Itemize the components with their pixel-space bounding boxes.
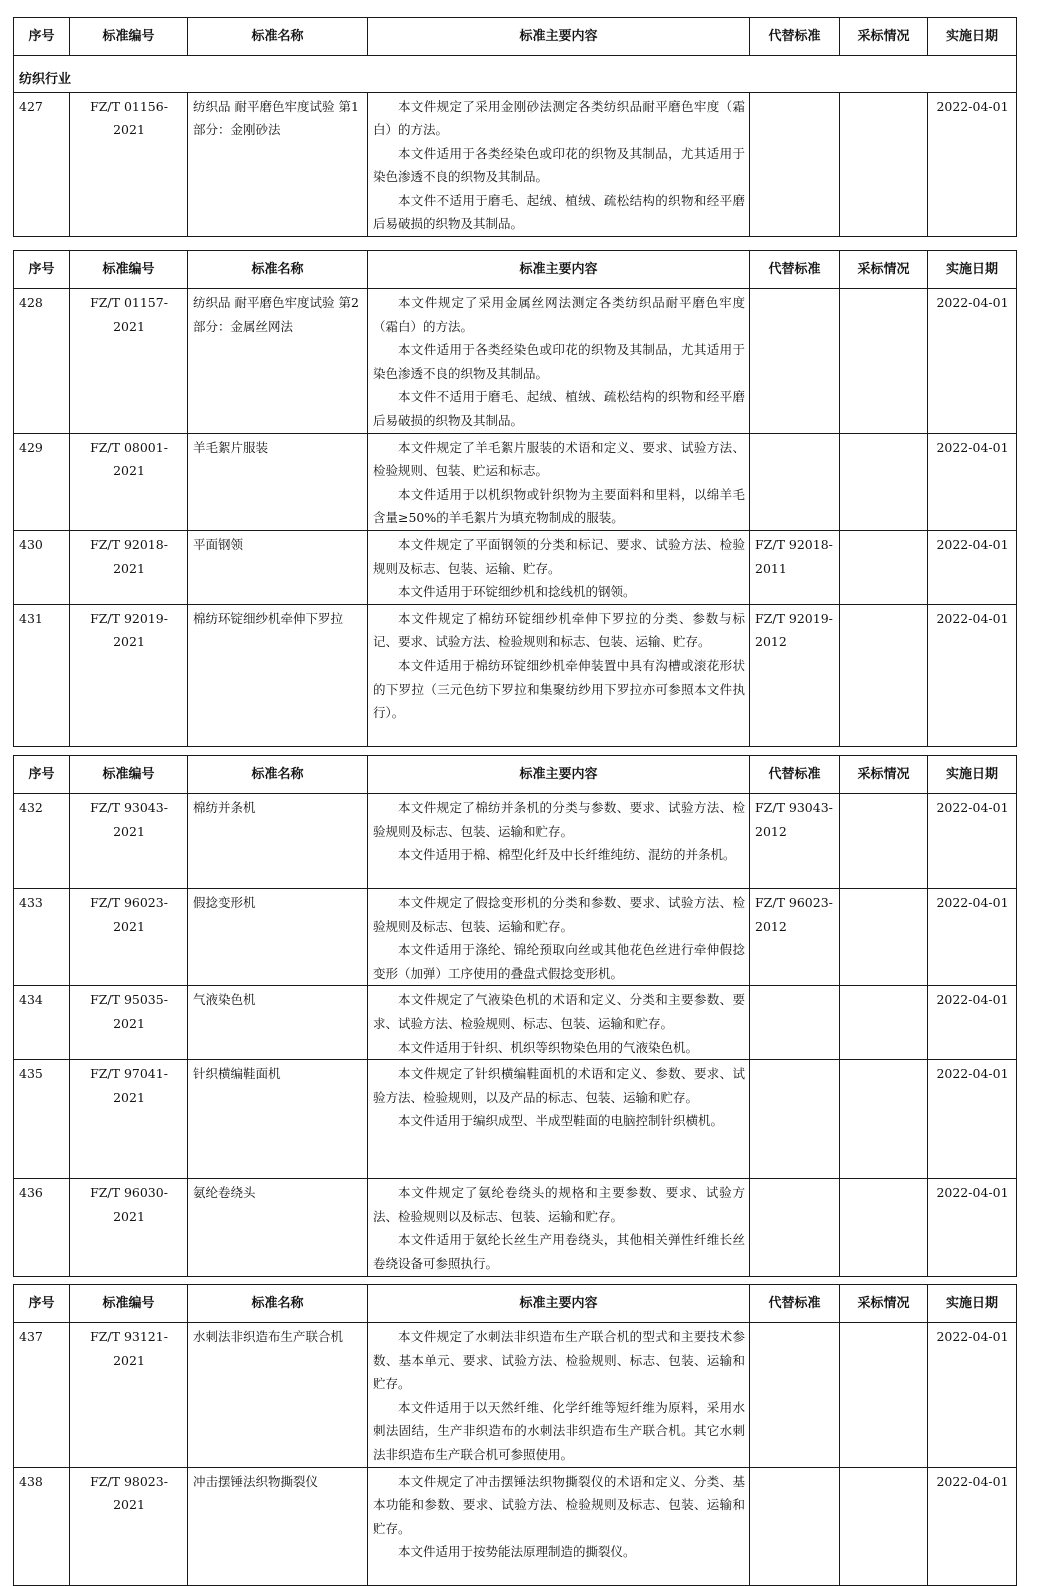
content-paragraph: 本文件规定了棉纺环锭细纱机牵伸下罗拉的分类、参数与标记、要求、试验方法、检验规则和标志、包装、运输、贮存。 bbox=[373, 610, 745, 650]
content-paragraph: 本文件规定了棉纺并条机的分类与参数、要求、试验方法、检验规则及标志、包装、运输和贮存。 bbox=[373, 800, 745, 839]
cell-date: 2022-04-01 bbox=[928, 433, 1017, 530]
header-date: 实施日期 bbox=[928, 1285, 1017, 1323]
content-paragraph: 本文件规定了水刺法非织造布生产联合机的型式和主要技术参数、基本单元、要求、试验方法、检验规则、标志、包装、运输和贮存。 bbox=[373, 1329, 745, 1392]
content-paragraph: 本文件适用于以天然纤维、化学纤维等短纤维为原料，采用水刺法固结，生产非织造布的水刺法非织造布生产联合机。其它水刺法非织造布生产联合机可参照使用。 bbox=[373, 1399, 745, 1462]
cell-replace bbox=[750, 92, 840, 237]
table-row bbox=[14, 986, 1017, 1060]
cell-code: FZ/T 98023-2021 bbox=[70, 1467, 188, 1585]
table-section-1 bbox=[13, 17, 1016, 237]
cell-adoption bbox=[840, 794, 928, 889]
header-row bbox=[14, 251, 1017, 289]
cell-replace bbox=[750, 433, 840, 530]
header-name: 标准名称 bbox=[188, 756, 368, 794]
content-paragraph: 本文件适用于棉、棉型化纤及中长纤维纯纺、混纺的并条机。 bbox=[398, 847, 736, 863]
cell-seq: 438 bbox=[14, 1467, 70, 1585]
table-row bbox=[14, 289, 1017, 434]
header-name: 标准名称 bbox=[188, 1285, 368, 1323]
cell-content bbox=[368, 1467, 750, 1585]
cell-replace: FZ/T 92018-2011 bbox=[750, 530, 840, 604]
table-row bbox=[14, 604, 1017, 746]
content-paragraph: 本文件适用于棉纺环锭细纱机牵伸装置中具有沟槽或滚花形状的下罗拉（三元色纺下罗拉和集聚纺纱用下罗拉亦可参照本文件执行）。 bbox=[373, 657, 745, 721]
header-date: 实施日期 bbox=[928, 18, 1017, 56]
cell-date: 2022-04-01 bbox=[928, 289, 1017, 434]
content-paragraph: 本文件适用于编织成型、半成型鞋面的电脑控制针织横机。 bbox=[398, 1113, 724, 1129]
cell-adoption bbox=[840, 1323, 928, 1468]
header-content: 标准主要内容 bbox=[368, 251, 750, 289]
cell-name: 羊毛絮片服装 bbox=[188, 433, 368, 530]
cell-content bbox=[368, 92, 750, 237]
cell-name: 棉纺并条机 bbox=[188, 794, 368, 889]
cell-replace bbox=[750, 289, 840, 434]
table-row bbox=[14, 433, 1017, 530]
cell-code: FZ/T 08001-2021 bbox=[70, 433, 188, 530]
table-section-2 bbox=[13, 250, 1016, 747]
content-paragraph: 本文件规定了针织横编鞋面机的术语和定义、参数、要求、试验方法、检验规则，以及产品的标志、包装、运输和贮存。 bbox=[373, 1066, 745, 1105]
content-paragraph: 本文件规定了采用金属丝网法测定各类纺织品耐平磨色牢度（霜白）的方法。 bbox=[373, 295, 745, 334]
header-replace: 代替标准 bbox=[750, 1285, 840, 1323]
content-paragraph: 本文件规定了气液染色机的术语和定义、分类和主要参数、要求、试验方法、检验规则、标志、包装、运输和贮存。 bbox=[373, 992, 745, 1031]
cell-code: FZ/T 92019-2021 bbox=[70, 604, 188, 746]
cell-date: 2022-04-01 bbox=[928, 1060, 1017, 1179]
cell-code: FZ/T 96030-2021 bbox=[70, 1179, 188, 1276]
header-date: 实施日期 bbox=[928, 756, 1017, 794]
cell-seq: 427 bbox=[14, 92, 70, 237]
content-paragraph: 本文件适用于涤纶、锦纶预取向丝或其他花色丝进行牵伸假捻变形（加弹）工序使用的叠盘式假捻变形机。 bbox=[373, 942, 745, 981]
table-row bbox=[14, 1179, 1017, 1276]
header-name: 标准名称 bbox=[188, 251, 368, 289]
standards-table bbox=[13, 250, 1017, 747]
content-paragraph: 本文件规定了假捻变形机的分类和参数、要求、试验方法、检验规则及标志、包装、运输和贮存。 bbox=[373, 895, 745, 934]
header-row bbox=[14, 756, 1017, 794]
content-paragraph: 本文件规定了采用金刚砂法测定各类纺织品耐平磨色牢度（霜白）的方法。 bbox=[373, 98, 745, 138]
cell-adoption bbox=[840, 1060, 928, 1179]
cell-adoption bbox=[840, 986, 928, 1060]
cell-adoption bbox=[840, 433, 928, 530]
cell-seq: 432 bbox=[14, 794, 70, 889]
spacer-row bbox=[14, 56, 1017, 66]
content-paragraph: 本文件适用于各类经染色或印花的织物及其制品，尤其适用于染色渗透不良的织物及其制品。 bbox=[373, 145, 745, 185]
header-seq: 序号 bbox=[14, 756, 70, 794]
header-replace: 代替标准 bbox=[750, 18, 840, 56]
table-section-4 bbox=[13, 1284, 1016, 1586]
industry-label: 纺织行业 bbox=[14, 66, 1017, 93]
cell-content bbox=[368, 604, 750, 746]
header-adoption: 采标情况 bbox=[840, 251, 928, 289]
industry-row bbox=[14, 66, 1017, 93]
cell-name: 假捻变形机 bbox=[188, 889, 368, 986]
cell-date: 2022-04-01 bbox=[928, 92, 1017, 237]
header-code: 标准编号 bbox=[70, 18, 188, 56]
header-seq: 序号 bbox=[14, 18, 70, 56]
content-paragraph: 本文件规定了羊毛絮片服装的术语和定义、要求、试验方法、检验规则、包装、贮运和标志。 bbox=[373, 439, 745, 479]
cell-seq: 431 bbox=[14, 604, 70, 746]
cell-replace bbox=[750, 1179, 840, 1276]
cell-name: 气液染色机 bbox=[188, 986, 368, 1060]
cell-content bbox=[368, 1323, 750, 1468]
cell-replace: FZ/T 92019-2012 bbox=[750, 604, 840, 746]
cell-name: 水刺法非织造布生产联合机 bbox=[188, 1323, 368, 1468]
cell-content bbox=[368, 794, 750, 889]
cell-content bbox=[368, 1179, 750, 1276]
cell-content bbox=[368, 1060, 750, 1179]
header-seq: 序号 bbox=[14, 251, 70, 289]
cell-adoption bbox=[840, 604, 928, 746]
content-paragraph: 本文件适用于针织、机织等织物染色用的气液染色机。 bbox=[398, 1039, 699, 1055]
cell-date: 2022-04-01 bbox=[928, 986, 1017, 1060]
header-content: 标准主要内容 bbox=[368, 1285, 750, 1323]
cell-adoption bbox=[840, 889, 928, 986]
header-replace: 代替标准 bbox=[750, 251, 840, 289]
cell-replace: FZ/T 93043-2012 bbox=[750, 794, 840, 889]
table-row bbox=[14, 1467, 1017, 1585]
cell-adoption bbox=[840, 92, 928, 237]
cell-seq: 436 bbox=[14, 1179, 70, 1276]
header-content: 标准主要内容 bbox=[368, 756, 750, 794]
cell-code: FZ/T 01157-2021 bbox=[70, 289, 188, 434]
header-code: 标准编号 bbox=[70, 756, 188, 794]
content-paragraph: 本文件适用于氨纶长丝生产用卷绕头，其他相关弹性纤维长丝卷绕设备可参照执行。 bbox=[373, 1232, 745, 1271]
table-row bbox=[14, 1323, 1017, 1468]
cell-date: 2022-04-01 bbox=[928, 1467, 1017, 1585]
cell-seq: 433 bbox=[14, 889, 70, 986]
table-row bbox=[14, 530, 1017, 604]
header-code: 标准编号 bbox=[70, 251, 188, 289]
cell-adoption bbox=[840, 530, 928, 604]
cell-code: FZ/T 93043-2021 bbox=[70, 794, 188, 889]
cell-replace: FZ/T 96023-2012 bbox=[750, 889, 840, 986]
cell-name: 纺织品 耐平磨色牢度试验 第2部分：金属丝网法 bbox=[188, 289, 368, 434]
header-content: 标准主要内容 bbox=[368, 18, 750, 56]
cell-replace bbox=[750, 1323, 840, 1468]
content-paragraph: 本文件规定了平面钢领的分类和标记、要求、试验方法、检验规则及标志、包装、运输、贮存。 bbox=[373, 536, 745, 576]
cell-name: 针织横编鞋面机 bbox=[188, 1060, 368, 1179]
cell-date: 2022-04-01 bbox=[928, 889, 1017, 986]
header-row bbox=[14, 18, 1017, 56]
content-paragraph: 本文件适用于各类经染色或印花的织物及其制品，尤其适用于染色渗透不良的织物及其制品。 bbox=[373, 342, 745, 381]
cell-replace bbox=[750, 1060, 840, 1179]
header-replace: 代替标准 bbox=[750, 756, 840, 794]
cell-content bbox=[368, 889, 750, 986]
content-paragraph: 本文件适用于环锭细纱机和捻线机的钢领。 bbox=[398, 584, 636, 600]
cell-code: FZ/T 95035-2021 bbox=[70, 986, 188, 1060]
cell-name: 冲击摆锤法织物撕裂仪 bbox=[188, 1467, 368, 1585]
header-row bbox=[14, 1285, 1017, 1323]
cell-name: 棉纺环锭细纱机牵伸下罗拉 bbox=[188, 604, 368, 746]
cell-seq: 437 bbox=[14, 1323, 70, 1468]
content-paragraph: 本文件不适用于磨毛、起绒、植绒、疏松结构的织物和经平磨后易破损的织物及其制品。 bbox=[373, 192, 745, 232]
header-date: 实施日期 bbox=[928, 251, 1017, 289]
content-paragraph: 本文件规定了氨纶卷绕头的规格和主要参数、要求、试验方法、检验规则以及标志、包装、运输和贮存。 bbox=[373, 1185, 745, 1224]
table-row bbox=[14, 889, 1017, 986]
cell-adoption bbox=[840, 289, 928, 434]
cell-code: FZ/T 96023-2021 bbox=[70, 889, 188, 986]
cell-content bbox=[368, 986, 750, 1060]
cell-date: 2022-04-01 bbox=[928, 1179, 1017, 1276]
cell-code: FZ/T 92018-2021 bbox=[70, 530, 188, 604]
cell-seq: 435 bbox=[14, 1060, 70, 1179]
cell-date: 2022-04-01 bbox=[928, 604, 1017, 746]
table-row bbox=[14, 1060, 1017, 1179]
cell-content bbox=[368, 433, 750, 530]
table-row bbox=[14, 794, 1017, 889]
table-section-3 bbox=[13, 755, 1016, 1277]
cell-date: 2022-04-01 bbox=[928, 530, 1017, 604]
cell-replace bbox=[750, 1467, 840, 1585]
cell-name: 纺织品 耐平磨色牢度试验 第1部分：金刚砂法 bbox=[188, 92, 368, 237]
cell-code: FZ/T 93121-2021 bbox=[70, 1323, 188, 1468]
cell-name: 平面钢领 bbox=[188, 530, 368, 604]
header-adoption: 采标情况 bbox=[840, 18, 928, 56]
cell-adoption bbox=[840, 1179, 928, 1276]
header-adoption: 采标情况 bbox=[840, 1285, 928, 1323]
header-adoption: 采标情况 bbox=[840, 756, 928, 794]
content-paragraph: 本文件规定了冲击摆锤法织物撕裂仪的术语和定义、分类、基本功能和参数、要求、试验方法、检验规则及标志、包装、运输和贮存。 bbox=[373, 1473, 745, 1536]
standards-table bbox=[13, 1284, 1017, 1586]
cell-date: 2022-04-01 bbox=[928, 794, 1017, 889]
cell-code: FZ/T 97041-2021 bbox=[70, 1060, 188, 1179]
header-seq: 序号 bbox=[14, 1285, 70, 1323]
content-paragraph: 本文件适用于以机织物或针织物为主要面料和里料，以绵羊毛含量≥50%的羊毛絮片为填充物制成的服装。 bbox=[373, 486, 745, 526]
cell-seq: 428 bbox=[14, 289, 70, 434]
header-code: 标准编号 bbox=[70, 1285, 188, 1323]
cell-seq: 429 bbox=[14, 433, 70, 530]
cell-content bbox=[368, 530, 750, 604]
cell-seq: 434 bbox=[14, 986, 70, 1060]
cell-seq: 430 bbox=[14, 530, 70, 604]
content-paragraph: 本文件适用于按势能法原理制造的撕裂仪。 bbox=[398, 1544, 636, 1560]
standards-table bbox=[13, 755, 1017, 1277]
content-paragraph: 本文件不适用于磨毛、起绒、植绒、疏松结构的织物和经平磨后易破损的织物及其制品。 bbox=[373, 389, 745, 428]
table-row bbox=[14, 92, 1017, 237]
cell-adoption bbox=[840, 1467, 928, 1585]
cell-name: 氨纶卷绕头 bbox=[188, 1179, 368, 1276]
header-name: 标准名称 bbox=[188, 18, 368, 56]
standards-table bbox=[13, 17, 1017, 237]
cell-code: FZ/T 01156-2021 bbox=[70, 92, 188, 237]
cell-replace bbox=[750, 986, 840, 1060]
cell-date: 2022-04-01 bbox=[928, 1323, 1017, 1468]
cell-content bbox=[368, 289, 750, 434]
